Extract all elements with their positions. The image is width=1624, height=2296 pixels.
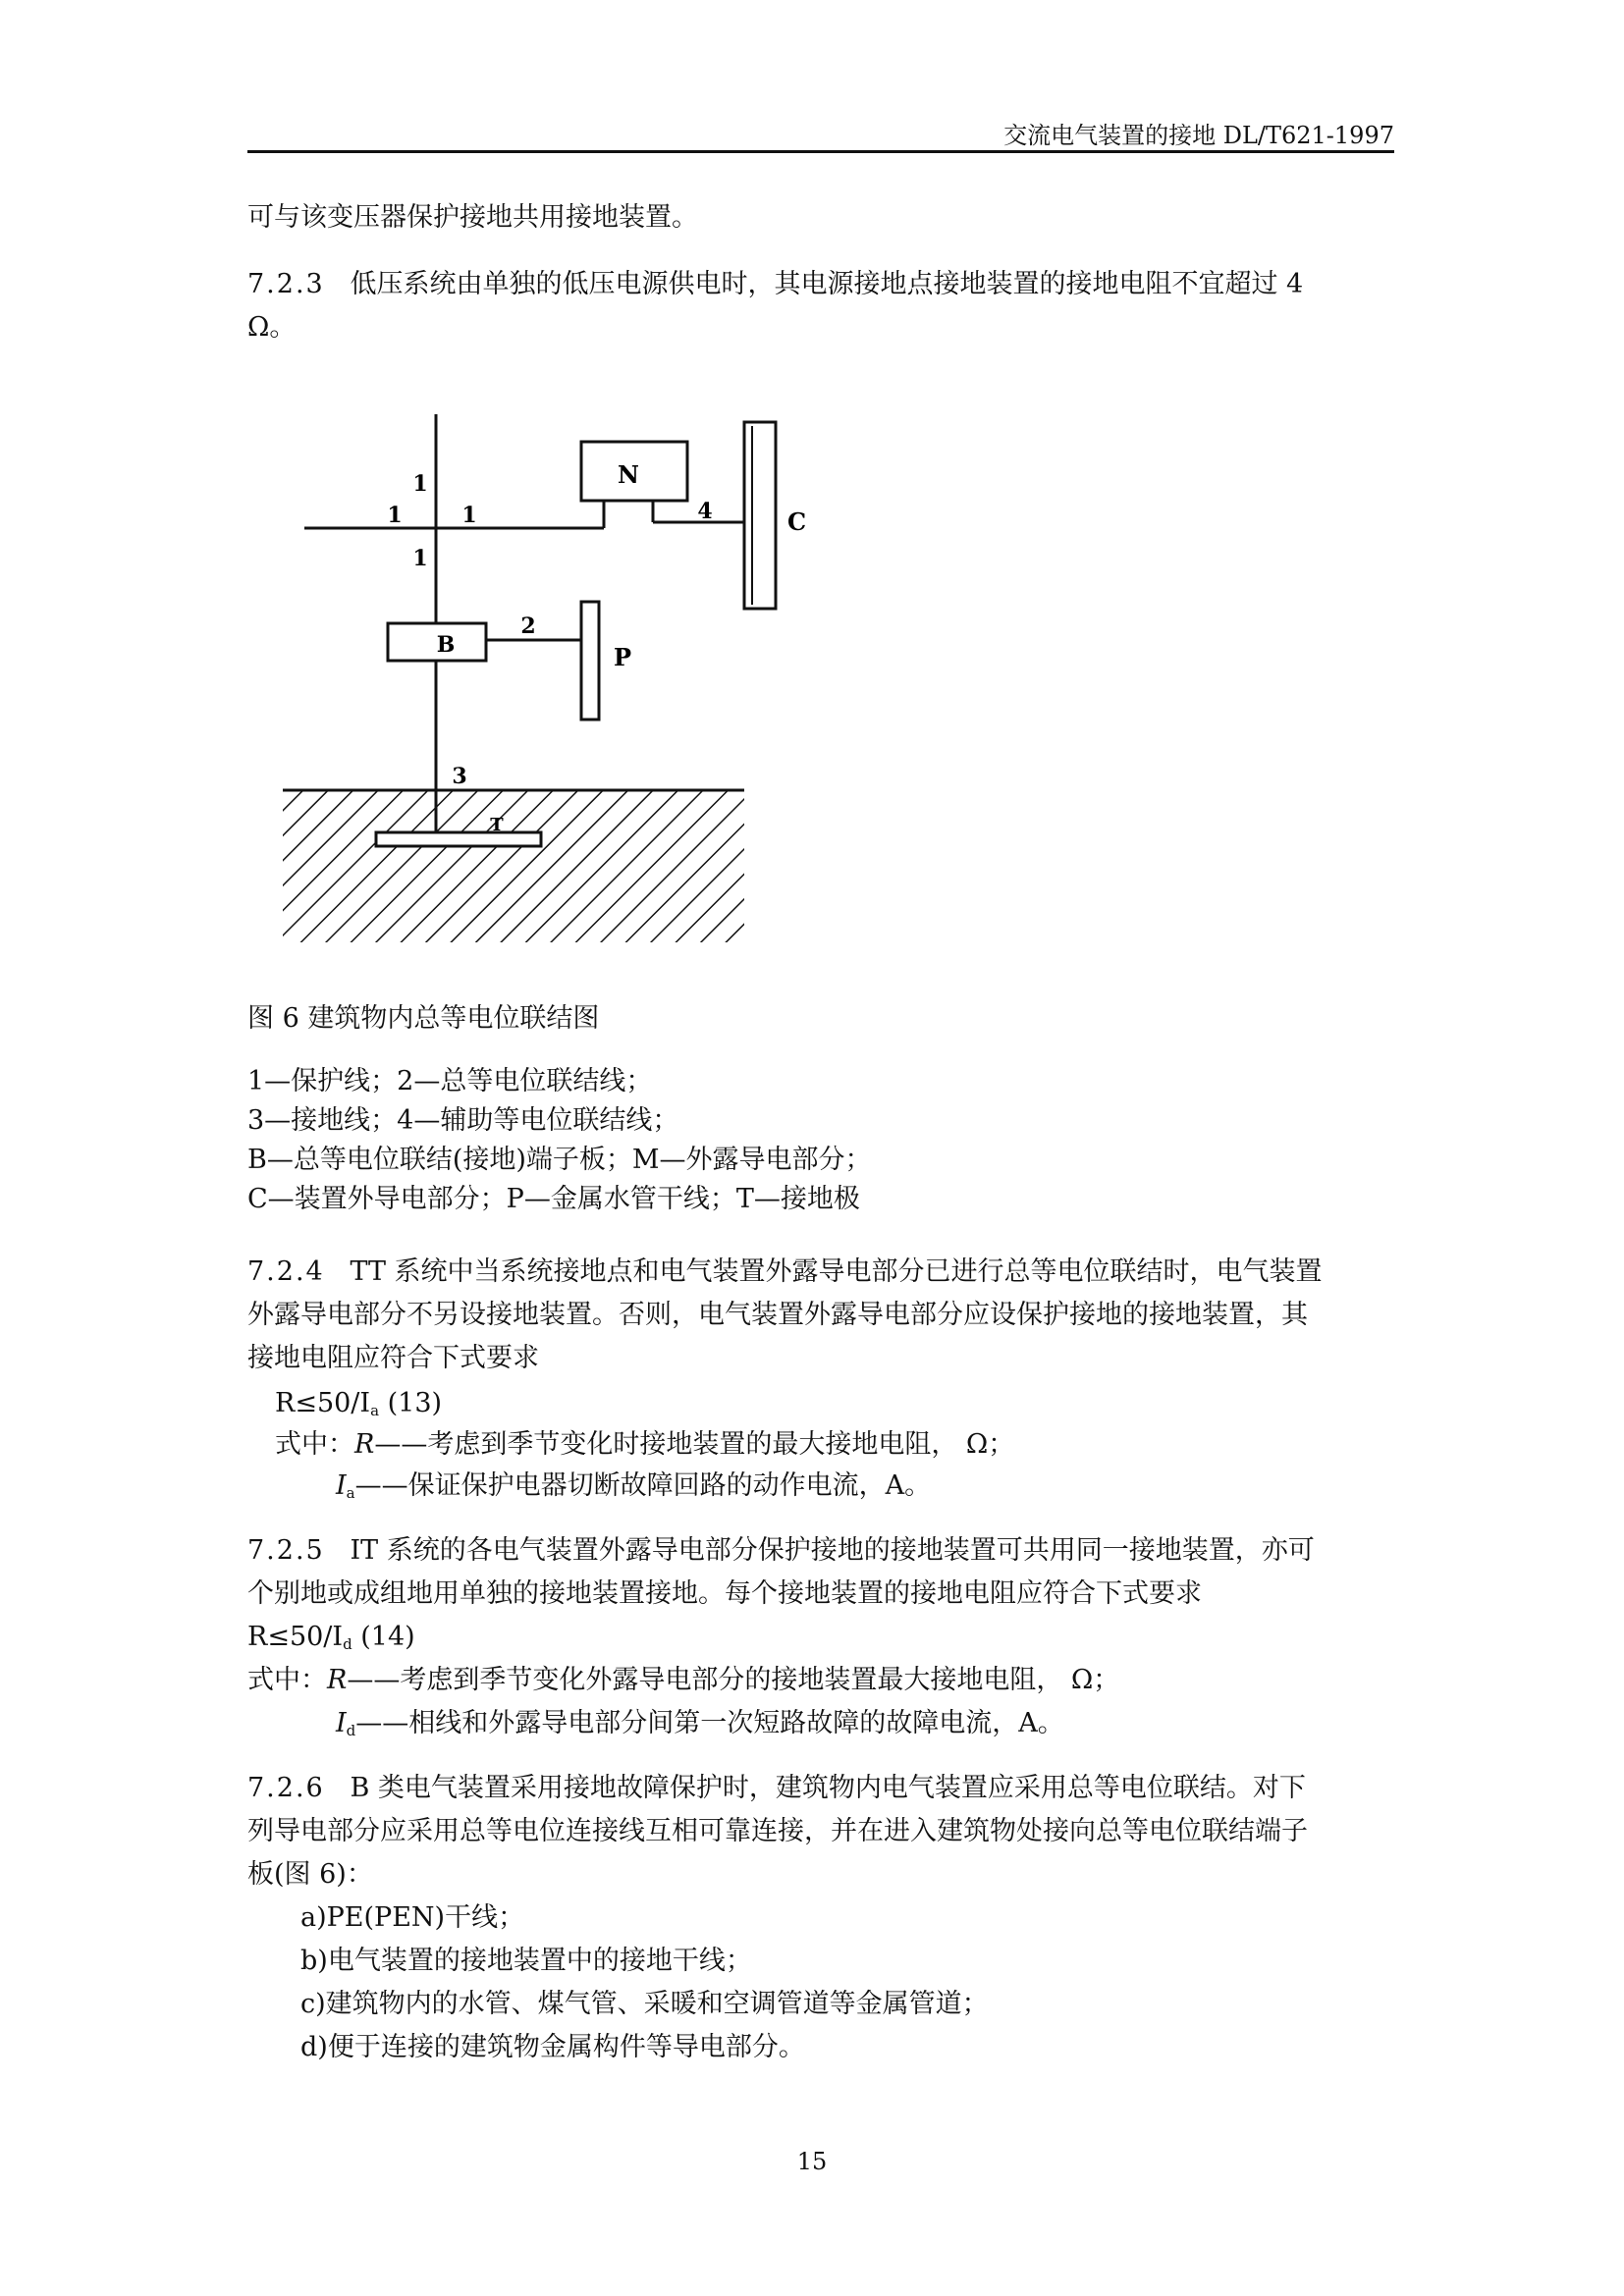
para-7-2-5-line1 <box>247 1531 1315 1571</box>
para-7-2-6-line1 <box>247 1769 1306 1808</box>
para-continuation: 可与该变压器保护接地共用接地装置。 <box>247 202 698 233</box>
where-text: ——考虑到季节变化时接地装置的最大接地电阻， Ω； <box>374 1429 1015 1460</box>
clause-number: 7.2.3 <box>247 269 325 299</box>
para-7-2-3-line2: Ω。 <box>247 312 297 343</box>
clause-number: 7.2.5 <box>247 1535 325 1566</box>
variable: I <box>336 1470 347 1501</box>
label-T: T <box>490 815 504 835</box>
label-P: P <box>614 643 632 671</box>
formula-text: R≤50/I <box>247 1622 344 1652</box>
list-item-a: a)PE(PEN)干线； <box>300 1902 525 1933</box>
label-1-left: 1 <box>387 503 403 528</box>
ground-hatch <box>283 790 744 942</box>
legend-line-4: C—装置外导电部分；P—金属水管干线；T—接地极 <box>247 1184 860 1214</box>
clause-text: TT 系统中当系统接地点和电气装置外露导电部分已进行总等电位联结时，电气装置 <box>350 1256 1323 1287</box>
legend-line-2: 3—接地线；4—辅助等电位联结线； <box>247 1105 679 1136</box>
label-3: 3 <box>452 764 467 789</box>
label-1-top: 1 <box>412 471 428 497</box>
para-7-2-6-line2: 列导电部分应采用总等电位连接线互相可靠连接，并在进入建筑物处接向总等电位联结端子 <box>247 1816 1308 1846</box>
label-N: N <box>618 460 639 489</box>
label-1-right: 1 <box>461 503 477 528</box>
figure-6-diagram <box>275 393 807 942</box>
para-7-2-6-line3: 板(图 6)： <box>247 1859 373 1890</box>
para-7-2-4-line3: 接地电阻应符合下式要求 <box>247 1343 539 1373</box>
label-1-bottom: 1 <box>412 546 428 571</box>
para-7-2-3-line1 <box>247 265 1303 304</box>
variable-subscript: a <box>346 1484 355 1502</box>
where-text: ——相线和外露导电部分间第一次短路故障的故障电流，A。 <box>355 1708 1064 1738</box>
formula-number: (14) <box>352 1622 415 1652</box>
list-item-d: d)便于连接的建筑物金属构件等导电部分。 <box>300 2032 805 2062</box>
legend-line-1: 1—保护线；2—总等电位联结线； <box>247 1066 653 1096</box>
legend-line-3: B—总等电位联结(接地)端子板；M—外露导电部分； <box>247 1145 872 1175</box>
where-text: ——保证保护电器切断故障回路的动作电流，A。 <box>354 1470 932 1501</box>
formula-13 <box>275 1384 442 1430</box>
formula-text: R≤50/I <box>275 1388 371 1418</box>
formula-13-where-1 <box>275 1425 1014 1465</box>
where-text: ——考虑到季节变化外露导电部分的接地装置最大接地电阻， Ω； <box>347 1665 1120 1695</box>
running-header: 交流电气装置的接地 DL/T621-1997 <box>1003 122 1394 149</box>
para-7-2-4-line2: 外露导电部分不另设接地装置。否则，电气装置外露导电部分应设保护接地的接地装置，其 <box>247 1300 1308 1330</box>
para-7-2-4-line1 <box>247 1253 1323 1292</box>
clause-text: 低压系统由单独的低压电源供电时，其电源接地点接地装置的接地电阻不宜超过 4 <box>350 269 1304 299</box>
clause-text: IT 系统的各电气装置外露导电部分保护接地的接地装置可共用同一接地装置，亦可 <box>350 1535 1315 1566</box>
figure-caption: 图 6 建筑物内总等电位联结图 <box>247 1003 600 1034</box>
formula-number: (13) <box>379 1388 443 1418</box>
clause-number: 7.2.6 <box>247 1773 325 1803</box>
label-4: 4 <box>697 499 713 524</box>
clause-text: B 类电气装置采用接地故障保护时，建筑物内电气装置应采用总等电位联结。对下 <box>350 1773 1306 1803</box>
list-item-c: c)建筑物内的水管、煤气管、采暖和空调管道等金属管道； <box>300 1989 989 2019</box>
formula-14-where-2 <box>336 1704 1064 1750</box>
formula-subscript: a <box>370 1402 380 1419</box>
formula-14-where-1 <box>247 1661 1119 1700</box>
label-B: B <box>436 632 456 658</box>
where-label: 式中： <box>275 1429 354 1460</box>
para-7-2-5-line2: 个别地或成组地用单独的接地装置接地。每个接地装置的接地电阻应符合下式要求 <box>247 1578 1202 1609</box>
label-C: C <box>787 507 807 536</box>
label-2: 2 <box>520 614 536 639</box>
variable: I <box>336 1708 347 1738</box>
electrode-T <box>376 832 541 846</box>
clause-number: 7.2.4 <box>247 1256 325 1287</box>
list-item-b: b)电气装置的接地装置中的接地干线； <box>300 1946 752 1976</box>
pipe-C <box>744 422 776 609</box>
variable: R <box>354 1429 375 1460</box>
formula-subscript: d <box>343 1635 352 1653</box>
formula-14 <box>247 1618 415 1664</box>
page-number: 15 <box>796 2148 828 2175</box>
pipe-P <box>581 602 599 720</box>
variable: R <box>327 1665 348 1695</box>
formula-13-where-2 <box>336 1467 931 1513</box>
header-rule <box>247 150 1394 153</box>
variable-subscript: d <box>346 1722 356 1739</box>
where-label: 式中： <box>247 1665 327 1695</box>
